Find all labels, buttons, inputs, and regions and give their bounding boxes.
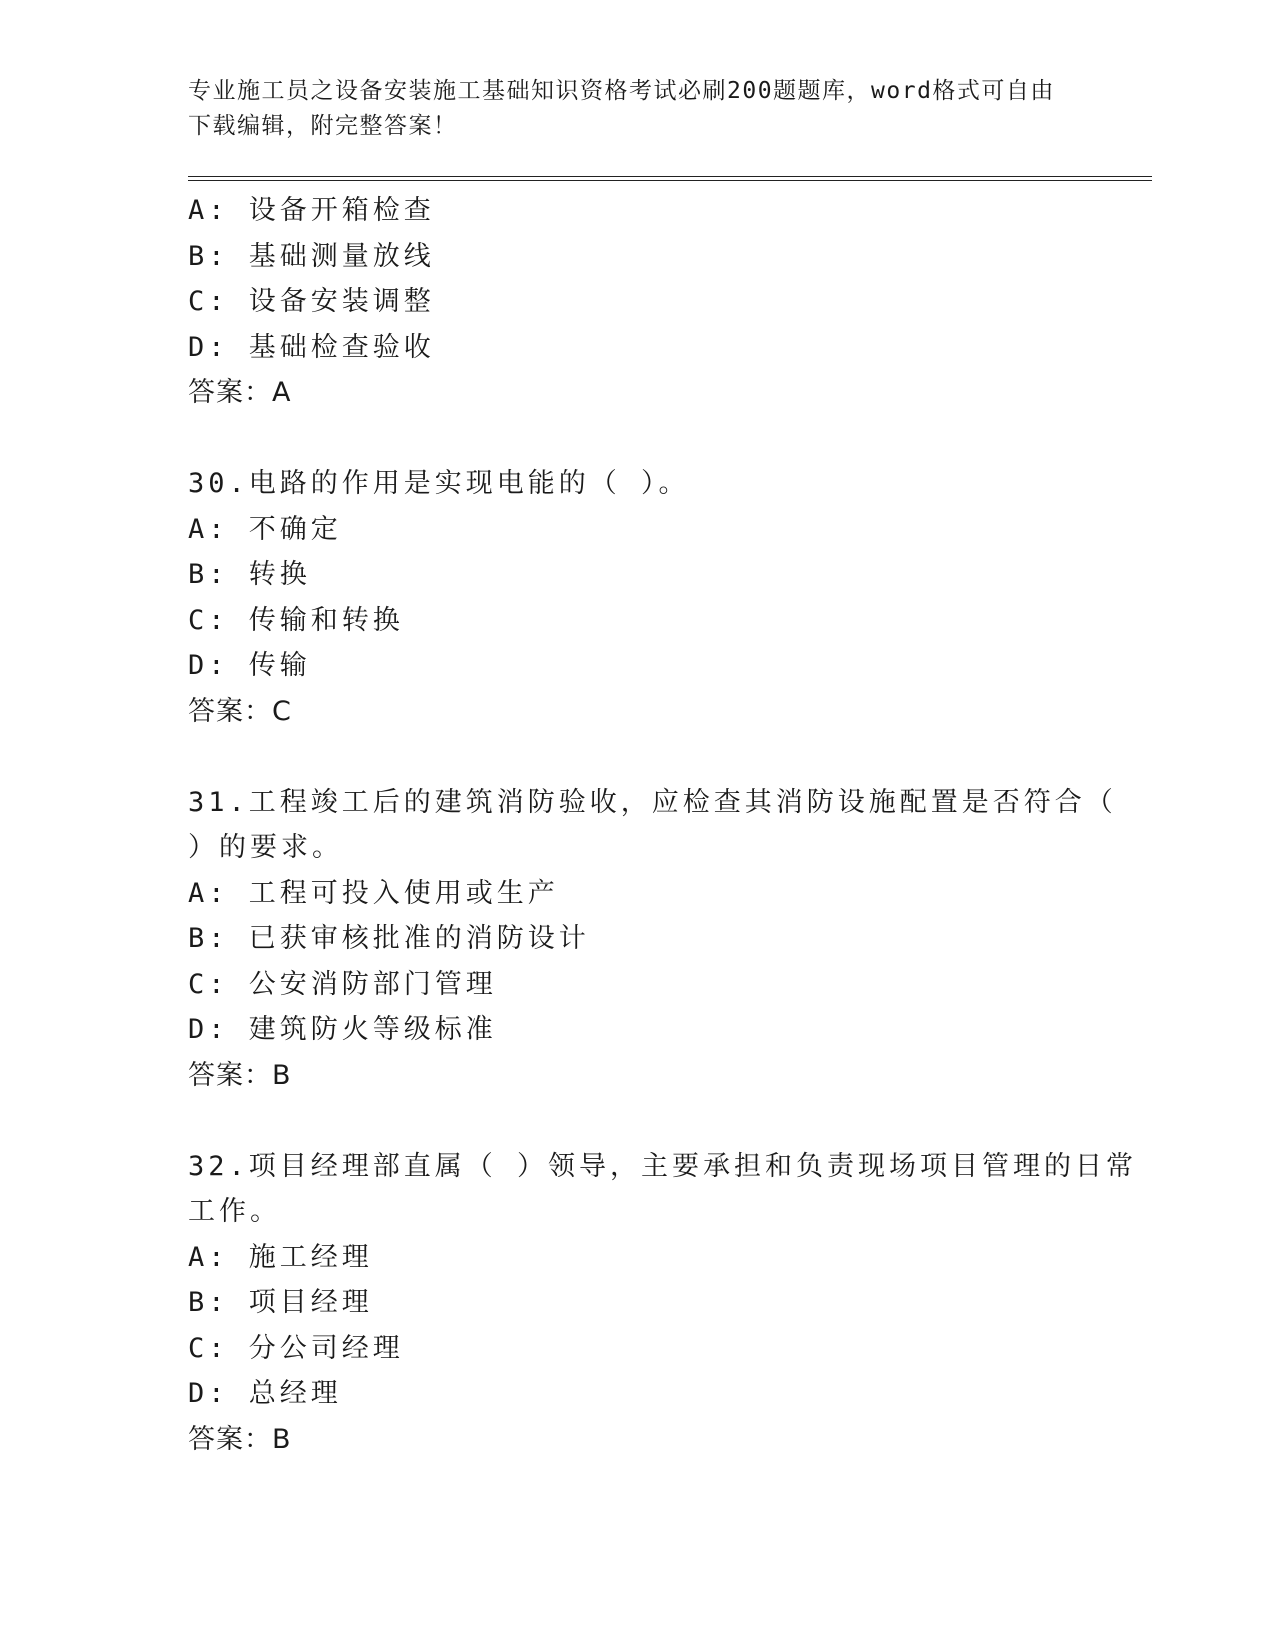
option-c: C: 分公司经理 <box>188 1332 404 1364</box>
option-a: A: 不确定 <box>188 513 342 545</box>
question-text-line-2: 工作。 <box>188 1196 281 1227</box>
question-32-block <box>188 1144 1138 1463</box>
option-a: A: 工程可投入使用或生产 <box>188 877 559 909</box>
option-a: A: 施工经理 <box>188 1241 373 1273</box>
option-b: B: 转换 <box>188 559 311 590</box>
document-header: 专业施工员之设备安装施工基础知识资格考试必刷200题题库，word格式可自由下载编辑，附完整答案！ <box>188 78 1055 139</box>
option-c: C: 设备安装调整 <box>188 286 435 317</box>
option-c: C: 公安消防部门管理 <box>188 968 497 1000</box>
question-text-line-1: 31.工程竣工后的建筑消防验收，应检查其消防设施配置是否符合（ <box>188 786 1117 818</box>
option-d: D: 建筑防火等级标准 <box>188 1014 497 1045</box>
option-c: C: 传输和转换 <box>188 604 404 636</box>
question-30-block <box>188 461 1088 734</box>
option-b: B: 项目经理 <box>188 1287 373 1318</box>
question-29-block <box>188 188 1088 416</box>
question-list <box>188 188 1138 1462</box>
spacer <box>188 734 1088 780</box>
option-b: B: 已获审核批准的消防设计 <box>188 923 590 954</box>
spacer <box>188 1098 1088 1144</box>
question-text: 30.电路的作用是实现电能的（ ）。 <box>188 468 690 499</box>
answer-line: 答案：C <box>188 695 292 727</box>
answer-line: 答案：B <box>188 1059 292 1091</box>
option-a: A: 设备开箱检查 <box>188 195 435 226</box>
question-31-block <box>188 780 1117 1099</box>
question-text-line-1: 32.项目经理部直属（ ）领导，主要承担和负责现场项目管理的日常 <box>188 1150 1138 1182</box>
option-d: D: 总经理 <box>188 1378 342 1409</box>
header-divider <box>188 176 1152 181</box>
option-b: B: 基础测量放线 <box>188 240 435 272</box>
answer-line: 答案：B <box>188 1423 292 1455</box>
question-text-line-2: ）的要求。 <box>188 832 343 863</box>
option-d: D: 基础检查验收 <box>188 331 435 363</box>
option-d: D: 传输 <box>188 650 311 681</box>
spacer <box>188 416 1088 462</box>
answer-line: 答案：A <box>188 377 292 408</box>
